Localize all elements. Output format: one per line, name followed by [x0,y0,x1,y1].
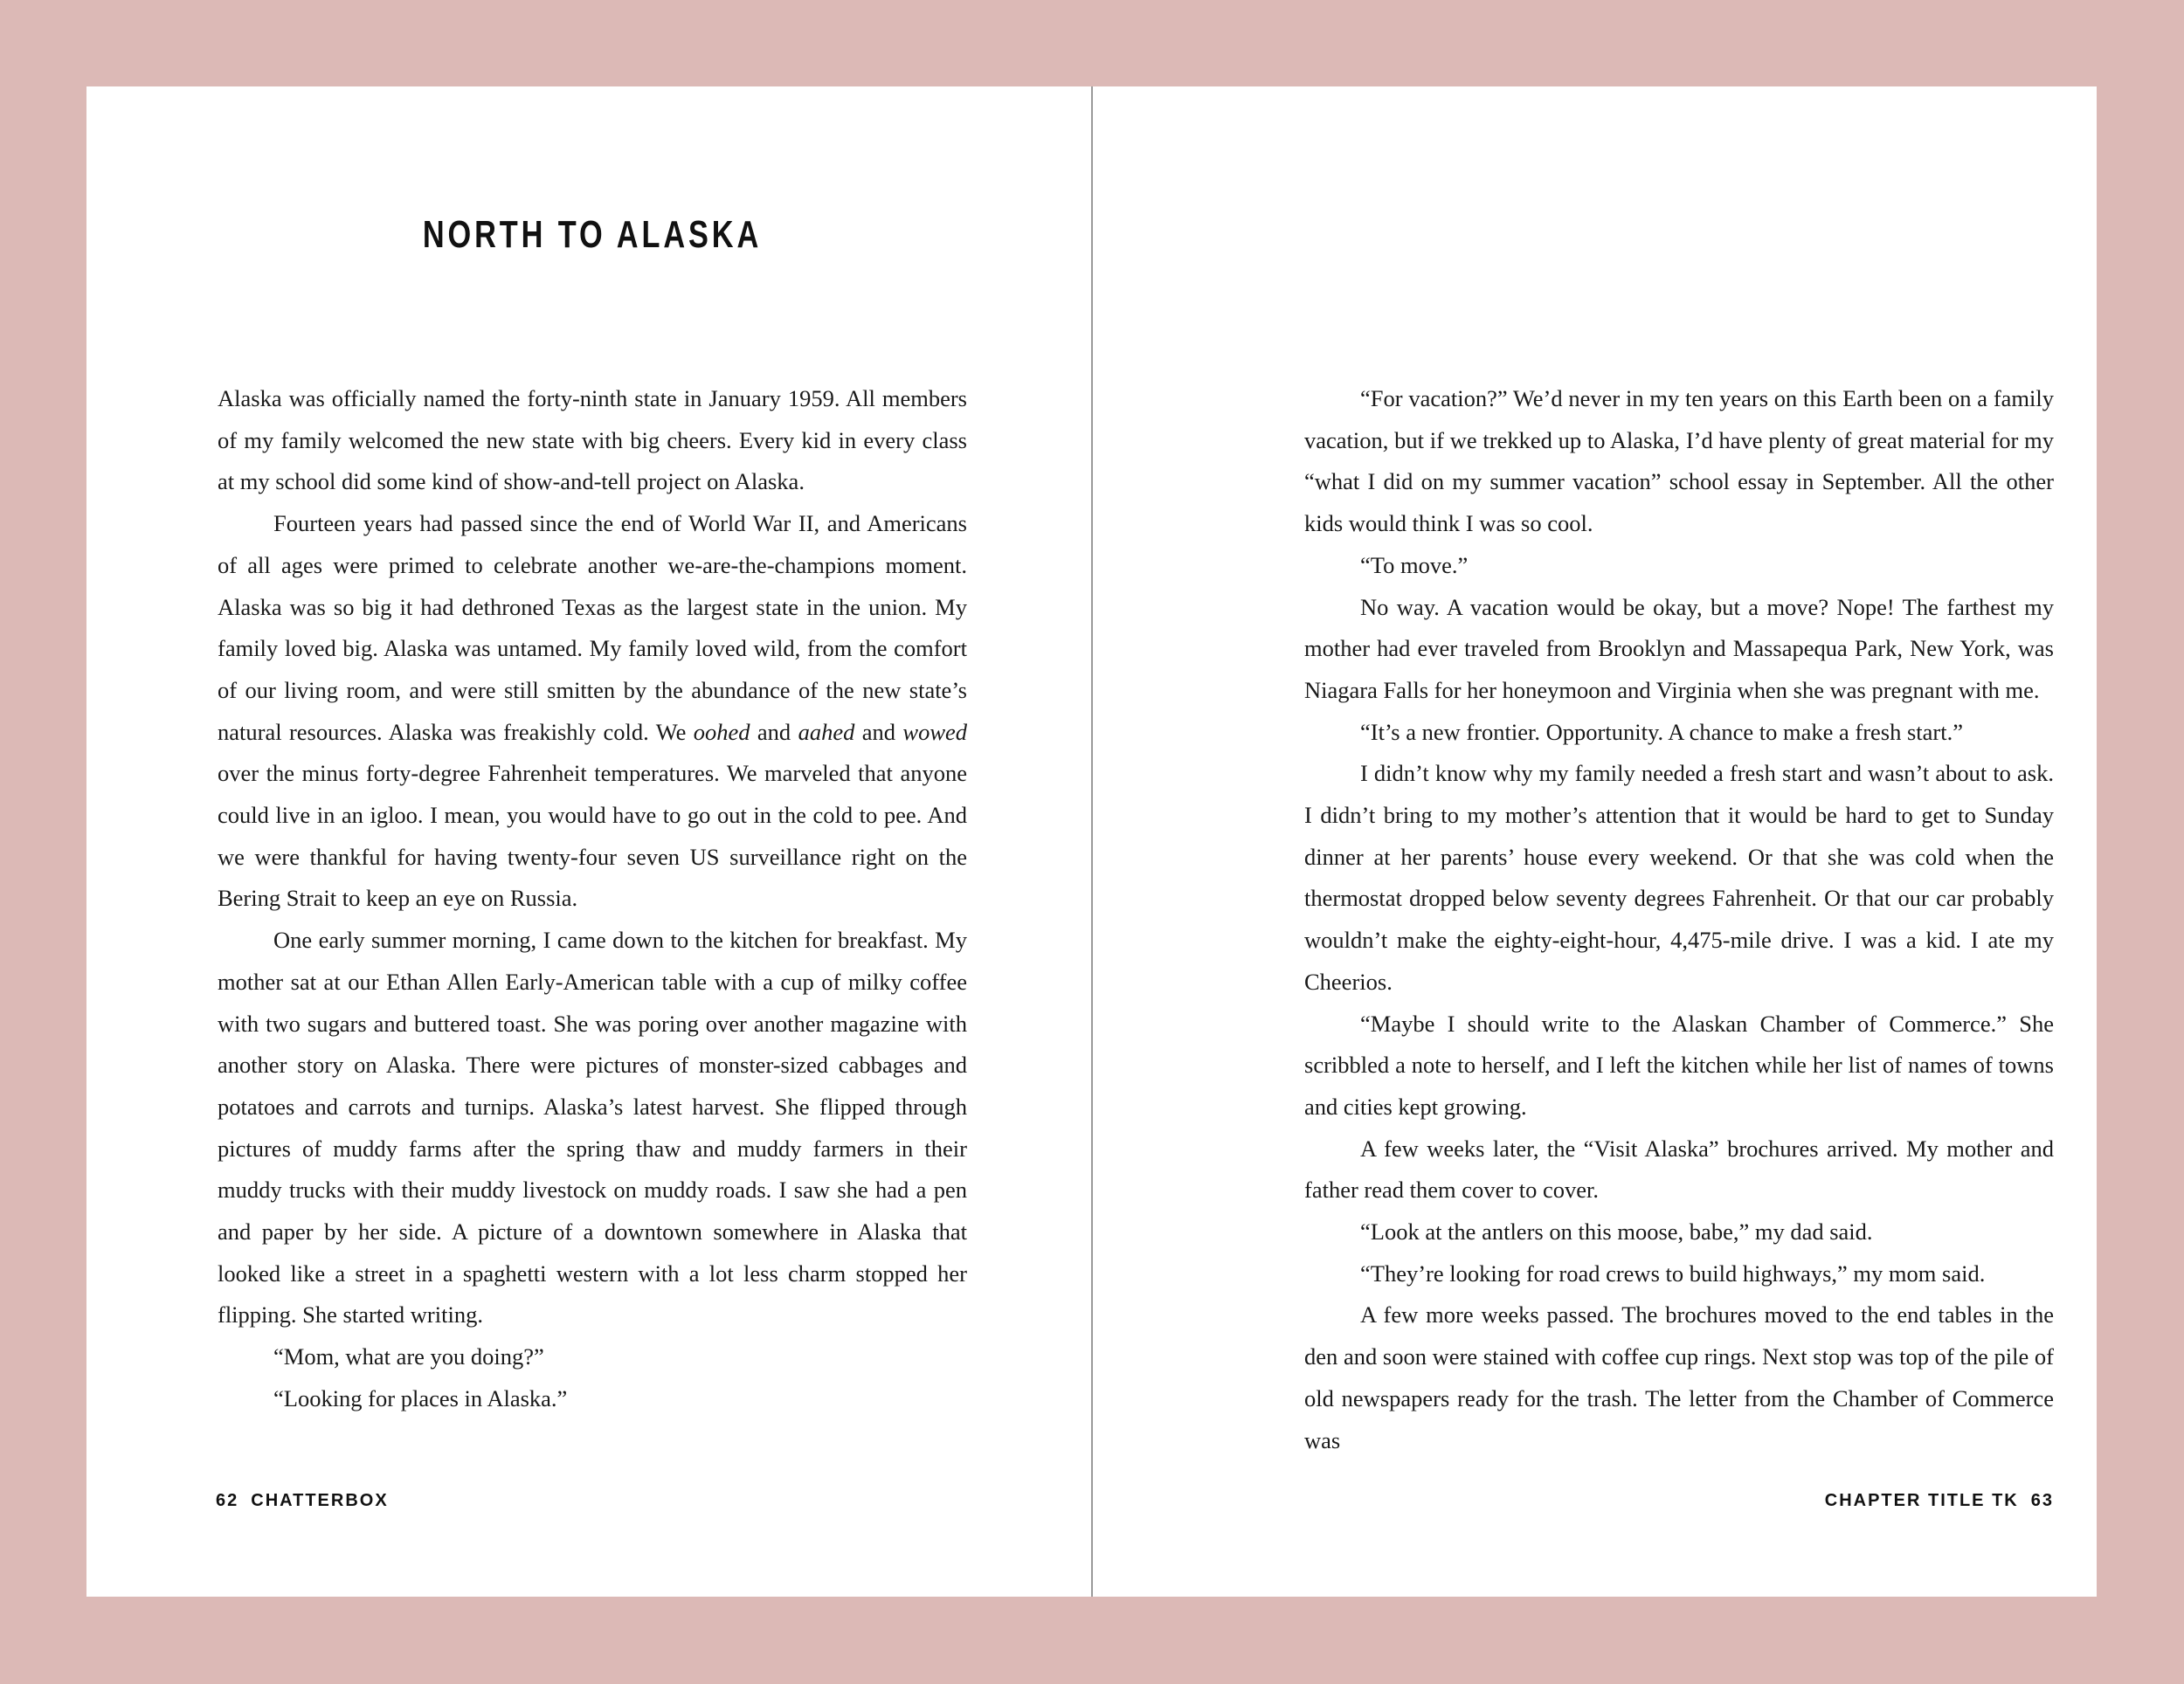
book-spread [86,86,2097,1597]
page-number: 62 [216,1491,239,1510]
running-head: CHATTERBOX [251,1491,389,1510]
paragraph: “Maybe I should write to the Alaskan Chamber of Commerce.” She scribbled a note to herself, and I left the kitchen while her list of names of towns and cities kept growing. [1304,1010,2054,1120]
paragraph: “For vacation?” We’d never in my ten years on this Earth been on a family vacation, but if we trekked up to Alaska, I’d have plenty of great material for my “what I did on my summer vacation” school essay in September. All the other kids would think I was so cool. [1304,385,2054,537]
paragraph: “It’s a new frontier. Opportunity. A chance to make a fresh start.” [1360,718,1963,745]
page-number: 63 [2030,1491,2054,1510]
chapter-title: NORTH TO ALASKA [422,213,763,256]
left-body-text [218,378,967,1420]
paragraph: “Mom, what are you doing?” [273,1343,544,1370]
running-head: CHAPTER TITLE TK [1824,1491,2019,1510]
paragraph: “Looking for places in Alaska.” [273,1384,568,1411]
right-page [1093,86,2097,1597]
paragraph: Fourteen years had passed since the end of World War II, and Americans of all ages were primed to celebrate another we-are-the-champions moment. Alaska was so big it had dethroned Texas as the largest state in the union. My family loved big. Alaska was untamed. My family loved wild, from the comfort of our living room, and were still smitten by the abundance of the new state’s natural resources. Alaska was freakishly cold. We oohed and aahed and wowed over the minus forty-degree Fahrenheit temperatures. We marveled that anyone could live in an igloo. I mean, you would have to go out in the cold to pee. And we were thankful for having twenty-four seven US surveillance right on the Bering Strait to keep an eye on Russia. [218,510,968,912]
right-folio [1825,1491,2054,1511]
paragraph: “To move.” [1360,551,1469,578]
paragraph: “Look at the antlers on this moose, babe,” my dad said. [1360,1218,1873,1246]
paragraph: One early summer morning, I came down to the kitchen for breakfast. My mother sat at our Ethan Allen Early-American table with a cup of milky coffee with two sugars and buttered toast. She was poring over another magazine with another story on Alaska. There were pictures of monster-sized cabbages and potatoes and carrots and turnips. Alaska’s latest harvest. She flipped through pictures of muddy farms after the spring thaw and muddy farmers in their muddy trucks with their muddy livestock on muddy roads. I saw she had a pen and paper by her side. A picture of a downtown somewhere in Alaska that looked like a street in a spaghetti western with a lot less charm stopped her flipping. She started writing. [218,927,967,1329]
right-body-text [1304,378,2054,1461]
paragraph: No way. A vacation would be okay, but a move? Nope! The farthest my mother had ever traveled from Brooklyn and Massapequa Park, New York, was Niagara Falls for her honeymoon and Virginia when she was pregnant with me. [1304,593,2054,703]
paragraph: I didn’t know why my family needed a fresh start and wasn’t about to ask. I didn’t bring to my mother’s attention that it would be hard to get to Sunday dinner at her parents’ house every weekend. Or that she was cold when the thermostat dropped below seventy degrees Fahrenheit. Or that our car probably wouldn’t make the eighty-eight-hour, 4,475-mile drive. I was a kid. I ate my Cheerios. [1304,760,2054,995]
paragraph: A few more weeks passed. The brochures moved to the end tables in the den and soon were stained with coffee cup rings. Next stop was top of the pile of old newspapers ready for the trash. The letter from the Chamber of Commerce was [1304,1301,2054,1453]
left-folio [216,1491,389,1511]
paragraph: “They’re looking for road crews to build highways,” my mom said. [1360,1260,1986,1287]
paragraph: Alaska was officially named the forty-ninth state in January 1959. All members of my family welcomed the new state with big cheers. Every kid in every class at my school did some kind of show-and-tell project on Alaska. [218,385,967,495]
paragraph: A few weeks later, the “Visit Alaska” brochures arrived. My mother and father read them cover to cover. [1304,1135,2054,1204]
left-page [86,86,1091,1597]
